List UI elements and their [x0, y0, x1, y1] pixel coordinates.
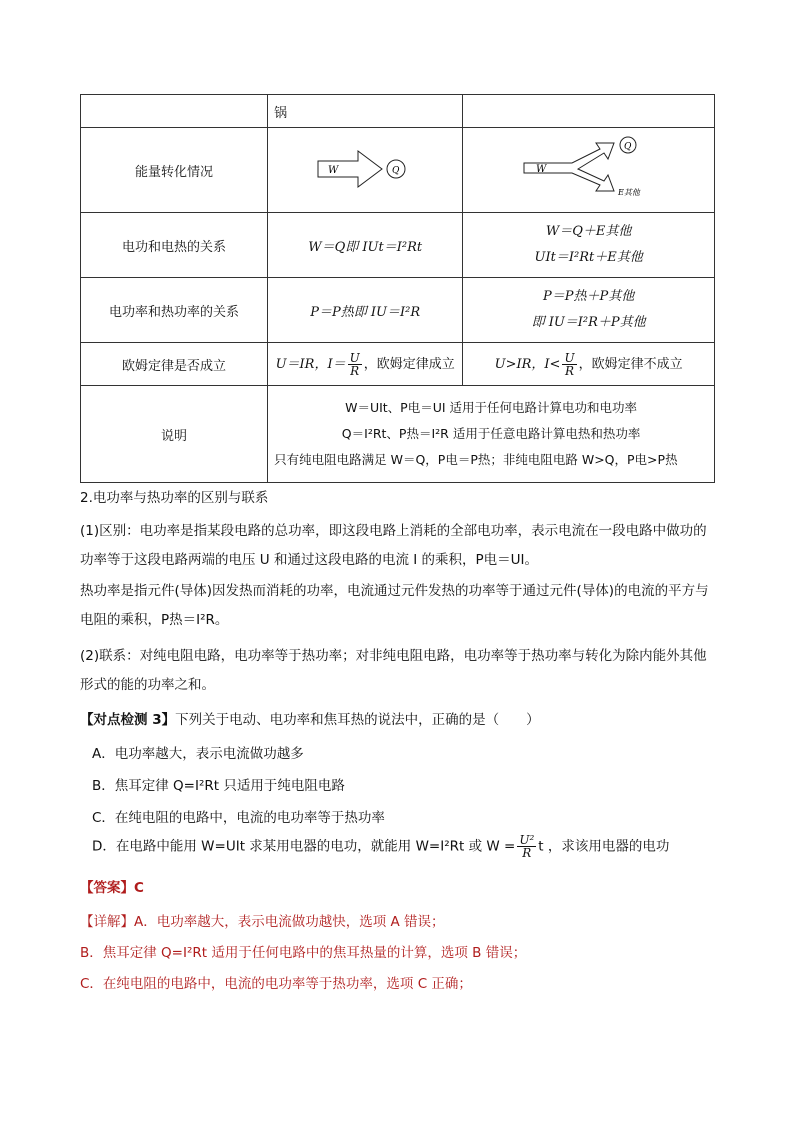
ohm-nonpure-pre: U>IR，I< — [494, 356, 561, 372]
d-frac-den: R — [522, 846, 532, 860]
frac-num: U — [349, 350, 360, 365]
non-pure-resistor-diagram — [463, 128, 715, 213]
option-b: B．焦耳定律 Q=I²Rt 只适用于纯电阻电路 — [92, 778, 345, 794]
u2-over-r-fraction — [517, 834, 536, 859]
note-line1: W＝UIt、P电＝UI 适用于任何电路计算电功和电功率 — [345, 400, 638, 415]
table-header-col2: 锅 — [268, 95, 463, 128]
note-cell — [268, 386, 715, 483]
w-label-2: W — [535, 164, 546, 175]
ohm-nonpure — [463, 343, 715, 386]
frac-den-2: R — [564, 363, 575, 378]
ohm-pure-pre: U＝IR，I＝ — [275, 356, 346, 372]
row-label-power: 电功率和热功率的关系 — [81, 278, 268, 343]
option-c: C．在纯电阻的电路中，电流的电功率等于热功率 — [92, 810, 385, 826]
option-d-post: t ，求该用电器的电功 — [538, 838, 670, 855]
e-other-label: E其他 — [617, 188, 640, 197]
answer-label: 【答案】C — [80, 880, 144, 896]
option-d — [92, 834, 669, 859]
u-over-r-fraction — [348, 352, 362, 377]
ohm-pure-post: ，欧姆定律成立 — [363, 356, 455, 372]
frac-den: R — [350, 363, 360, 378]
question-text: 下列关于电动、电功率和焦耳热的说法中，正确的是（ ） — [175, 712, 540, 728]
table-header-empty — [81, 95, 268, 128]
power-nonpure-line1: P＝P热＋P其他 — [542, 289, 635, 304]
work-heat-pure: W＝Q即 IUt＝I²Rt — [268, 213, 463, 278]
option-a: A．电功率越大，表示电流做功越多 — [92, 746, 304, 762]
power-pure: P＝P热即 IU＝I²R — [268, 278, 463, 343]
work-heat-nonpure-line2: UIt＝I²Rt＋E其他 — [534, 250, 643, 265]
comparison-table — [80, 94, 715, 483]
ohm-pure — [268, 343, 463, 386]
option-d-pre: D．在电路中能用 W=UIt 求某用电器的电功，就能用 W=I²Rt 或 W = — [92, 838, 516, 855]
row-label-note: 说明 — [81, 386, 268, 483]
ohm-nonpure-post: ，欧姆定律不成立 — [578, 356, 683, 372]
row-label-work-heat: 电功和电热的关系 — [81, 213, 268, 278]
detail-line2: B．焦耳定律 Q=I²Rt 适用于任何电路中的焦耳热量的计算，选项 B 错误； — [80, 945, 527, 961]
q-label-2: Q — [623, 142, 631, 152]
energy-arrow-pure — [310, 143, 420, 193]
q-label: Q — [392, 166, 400, 176]
pure-resistor-diagram — [268, 128, 463, 213]
detail-line1: 【详解】A．电功率越大，表示电流做功越快，选项 A 错误； — [80, 914, 445, 930]
question-tag: 【对点检测 3】 — [80, 712, 176, 728]
section2-heading: 2.电功率与热功率的区别与联系 — [80, 490, 269, 506]
frac-num-2: U — [564, 350, 575, 365]
power-nonpure-line2: 即 IU＝I²R＋P其他 — [531, 315, 646, 330]
section2-p2: 热功率是指元件(导体)因发热而消耗的功率，电流通过元件发热的功率等于通过元件(导体)的电流的平方与电阻的乘积，P热＝I²R。 — [80, 583, 709, 628]
section2-p1: (1)区别：电功率是指某段电路的总功率，即这段电路上消耗的全部电功率，表示电流在一段电路中做功的功率等于这段电路两端的电压 U 和通过这段电路的电流 I 的乘积，P电＝UI。 — [80, 523, 707, 568]
note-line2: Q＝I²Rt、P热＝I²R 适用于任意电路计算电热和热功率 — [341, 426, 641, 441]
note-line3: 只有纯电阻电路满足 W＝Q，P电＝P热；非纯电阻电路 W>Q，P电>P热 — [274, 452, 678, 467]
row-label-energy: 能量转化情况 — [81, 128, 268, 213]
energy-arrow-nonpure — [514, 135, 664, 201]
u-over-r-fraction-2 — [562, 352, 576, 377]
detail-line3: C．在纯电阻的电路中，电流的电功率等于热功率，选项 C 正确； — [80, 976, 472, 992]
d-frac-num: U² — [519, 833, 535, 847]
w-label: W — [328, 165, 339, 176]
table-header-col3 — [463, 95, 715, 128]
question-stem — [80, 710, 720, 730]
section2-p3: (2)联系：对纯电阻电路，电功率等于热功率；对非纯电阻电路，电功率等于热功率与转化为除内能外其他形式的能的功率之和。 — [80, 648, 707, 693]
work-heat-nonpure-line1: W＝Q＋E其他 — [545, 224, 632, 239]
work-heat-nonpure — [463, 213, 715, 278]
power-nonpure — [463, 278, 715, 343]
row-label-ohm: 欧姆定律是否成立 — [81, 343, 268, 386]
